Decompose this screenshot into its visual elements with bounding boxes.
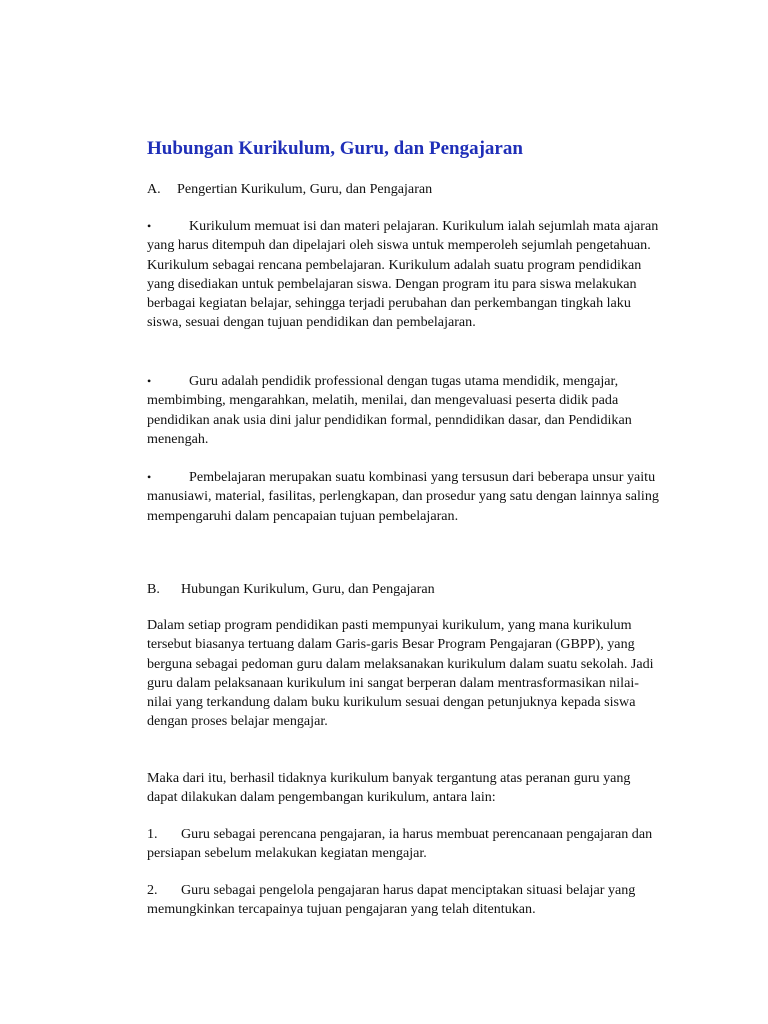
document-title: Hubungan Kurikulum, Guru, dan Pengajaran [147,138,523,159]
bullet-icon: • [147,219,152,233]
numbered-item-2 [147,881,662,920]
bullet-text-kurikulum: Kurikulum memuat isi dan materi pelajaran. Kurikulum ialah sejumlah mata ajaran yang harus ditempuh dan dipelajari oleh siswa untuk memperoleh sejumlah pengetahuan. Kurikulum sebagai rencana pembelajaran. Kurikulum adalah suatu program pendidikan yang disediakan untuk pembelajaran siswa. Dengan program itu para siswa melakukan berbagai kegiatan belajar, sehingga terjadi perubahan dan perkembangan tingkah laku siswa, sesuai dengan tujuan pendidikan dan pembelajaran. [147,218,659,331]
section-a-heading-text: Pengertian Kurikulum, Guru, dan Pengajaran [177,181,433,197]
bullet-icon: • [147,470,152,484]
bullet-item-kurikulum [147,217,662,333]
section-a-heading [147,180,662,199]
section-b-paragraph-2: Maka dari itu, berhasil tidaknya kurikulum banyak tergantung atas peranan guru yang dapat dilakukan dalam pengembangan kurikulum, antara lain: [147,770,631,806]
section-b-heading-text: Hubungan Kurikulum, Guru, dan Pengajaran [181,581,435,597]
bullet-item-pembelajaran [147,468,662,526]
bullet-text-guru: Guru adalah pendidik professional dengan tugas utama mendidik, mengajar, membimbing, mengarahkan, melatih, menilai, dan mengevaluasi peserta didik pada pendidikan anak usia dini jalur pendidikan formal, penndidikan dasar, dan Pendidikan menengah. [147,373,632,447]
bullet-item-guru [147,372,662,449]
numbered-item-2-marker: 2. [147,882,158,898]
section-b-paragraph-1: Dalam setiap program pendidikan pasti mempunyai kurikulum, yang mana kurikulum tersebut biasanya tertuang dalam Garis-garis Besar Program Pengajaran (GBPP), yang berguna sebagai pedoman guru dalam melaksanakan kurikulum dalam suatu sekolah. Jadi guru dalam pelaksanaan kurikulum ini sangat berperan dalam mentrasformasikan nilai-nilai yang terkandung dalam buku kurikulum sesuai dengan petunjuknya kepada siswa dengan proses belajar mengajar. [147,617,654,730]
numbered-item-1-text: Guru sebagai perencana pengajaran, ia harus membuat perencanaan pengajaran dan persiapan sebelum melakukan kegiatan mengajar. [147,826,653,862]
numbered-item-1 [147,825,662,864]
section-a-marker: A. [147,181,161,197]
bullet-icon: • [147,374,152,388]
numbered-item-2-text: Guru sebagai pengelola pengajaran harus dapat menciptakan situasi belajar yang memungkinkan tercapainya tujuan pengajaran yang telah ditentukan. [147,882,636,918]
bullet-text-pembelajaran: Pembelajaran merupakan suatu kombinasi yang tersusun dari beberapa unsur yaitu manusiawi, material, fasilitas, perlengkapan, dan prosedur yang satu dengan lainnya saling mempengaruhi dalam pencapaian tujuan pembelajaran. [147,469,659,524]
section-b-heading [147,580,662,599]
section-b-marker: B. [147,581,160,597]
numbered-item-1-marker: 1. [147,826,158,842]
